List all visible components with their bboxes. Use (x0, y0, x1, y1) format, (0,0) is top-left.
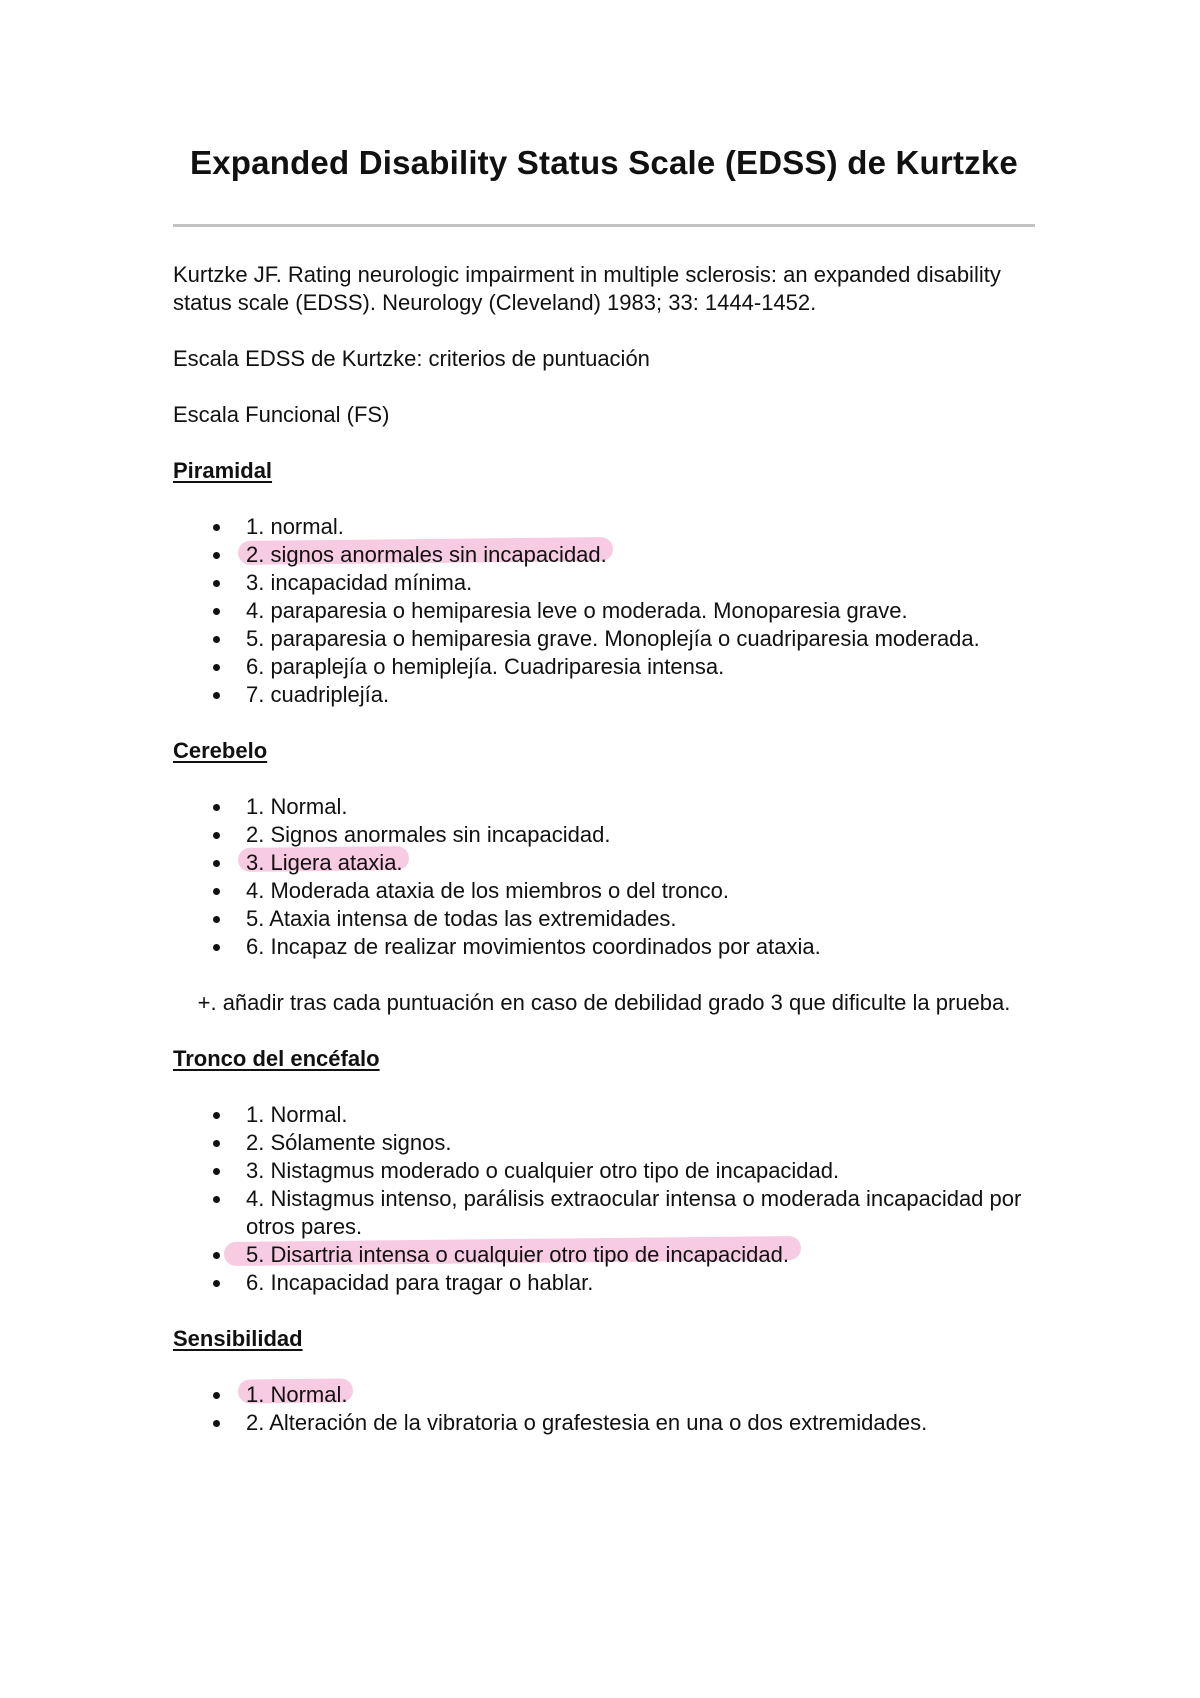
list-item-text: 4. Moderada ataxia de los miembros o del tronco. (246, 878, 730, 903)
list-item (173, 513, 1035, 541)
list-tronco (173, 1101, 1035, 1297)
list-item (173, 625, 1035, 653)
bullet-icon (213, 1280, 220, 1287)
list-item-text: 4. Nistagmus intenso, parálisis extraocular intensa o moderada incapacidad por otros pares. (246, 1186, 1022, 1239)
list-item-text: 5. Ataxia intensa de todas las extremidades. (246, 906, 677, 931)
list-item-text: 1. Normal. (246, 1102, 348, 1127)
list-item (173, 793, 1035, 821)
list-item (173, 681, 1035, 709)
list-item (173, 569, 1035, 597)
list-item (173, 597, 1035, 625)
list-item (173, 877, 1035, 905)
highlighted-text: 3. Ligera ataxia. (246, 850, 403, 875)
bullet-icon (213, 1112, 220, 1119)
bullet-icon (213, 860, 220, 867)
bullet-icon (213, 692, 220, 699)
list-item (173, 653, 1035, 681)
list-cerebelo (173, 793, 1035, 961)
bullet-icon (213, 1196, 220, 1203)
list-item (173, 905, 1035, 933)
list-item (173, 1241, 1035, 1269)
document-page (173, 0, 1035, 1698)
list-piramidal (173, 513, 1035, 709)
bullet-icon (213, 1140, 220, 1147)
list-item-text: 3. incapacidad mínima. (246, 570, 473, 595)
list-item (173, 1157, 1035, 1185)
highlighted-text: 2. signos anormales sin incapacidad. (246, 542, 607, 567)
list-item-text: 7. cuadriplejía. (246, 682, 390, 707)
section-heading-piramidal: Piramidal (173, 458, 273, 483)
list-item-text: 1. normal. (246, 514, 344, 539)
list-item-text: 4. paraparesia o hemiparesia leve o moderada. Monoparesia grave. (246, 598, 908, 623)
list-item-text: 6. Incapaz de realizar movimientos coordinados por ataxia. (246, 934, 821, 959)
list-item-text: 2. Sólamente signos. (246, 1130, 452, 1155)
list-item-text: 2. Alteración de la vibratoria o grafestesia en una o dos extremidades. (246, 1410, 928, 1435)
list-item-text: 6. Incapacidad para tragar o hablar. (246, 1270, 594, 1295)
bullet-icon (213, 664, 220, 671)
section-heading-cerebelo: Cerebelo (173, 738, 268, 763)
list-item (173, 1129, 1035, 1157)
bullet-icon (213, 1420, 220, 1427)
list-item (173, 821, 1035, 849)
list-sensibilidad (173, 1381, 1035, 1437)
bullet-icon (213, 832, 220, 839)
highlighted-text: 5. Disartria intensa o cualquier otro tipo de incapacidad. (246, 1242, 789, 1267)
list-item-text: 5. paraparesia o hemiparesia grave. Monoplejía o cuadriparesia moderada. (246, 626, 980, 651)
list-item-text: 2. Signos anormales sin incapacidad. (246, 822, 611, 847)
scale-subtitle: Escala EDSS de Kurtzke: criterios de puntuación (173, 346, 650, 371)
list-item (173, 541, 1035, 569)
functional-scale-label: Escala Funcional (FS) (173, 402, 390, 427)
list-item (173, 1101, 1035, 1129)
bullet-icon (213, 636, 220, 643)
list-item (173, 1381, 1035, 1409)
bullet-icon (213, 524, 220, 531)
list-item-text: 6. paraplejía o hemiplejía. Cuadriparesia intensa. (246, 654, 725, 679)
list-item (173, 933, 1035, 961)
bullet-icon (213, 944, 220, 951)
bullet-icon (213, 1392, 220, 1399)
document-title: Expanded Disability Status Scale (EDSS) de Kurtzke (190, 144, 1018, 181)
section-heading-sensibilidad: Sensibilidad (173, 1326, 303, 1351)
bullet-icon (213, 888, 220, 895)
bullet-icon (213, 1252, 220, 1259)
bullet-icon (213, 1168, 220, 1175)
bullet-icon (213, 916, 220, 923)
title-divider (173, 224, 1035, 227)
cerebelo-note: +. añadir tras cada puntuación en caso de debilidad grado 3 que dificulte la prueba. (197, 990, 1011, 1015)
bullet-icon (213, 580, 220, 587)
section-heading-tronco: Tronco del encéfalo (173, 1046, 380, 1071)
bullet-icon (213, 804, 220, 811)
list-item (173, 1409, 1035, 1437)
list-item (173, 1185, 1035, 1241)
bullet-icon (213, 608, 220, 615)
list-item (173, 1269, 1035, 1297)
list-item-text: 1. Normal. (246, 794, 348, 819)
citation: Kurtzke JF. Rating neurologic impairment in multiple sclerosis: an expanded disability status scale (EDSS). Neurology (Cleveland) 1983; 33: 1444-1452. (173, 262, 1001, 315)
list-item (173, 849, 1035, 877)
list-item-text: 3. Nistagmus moderado o cualquier otro tipo de incapacidad. (246, 1158, 840, 1183)
highlighted-text: 1. Normal. (246, 1382, 348, 1407)
bullet-icon (213, 552, 220, 559)
